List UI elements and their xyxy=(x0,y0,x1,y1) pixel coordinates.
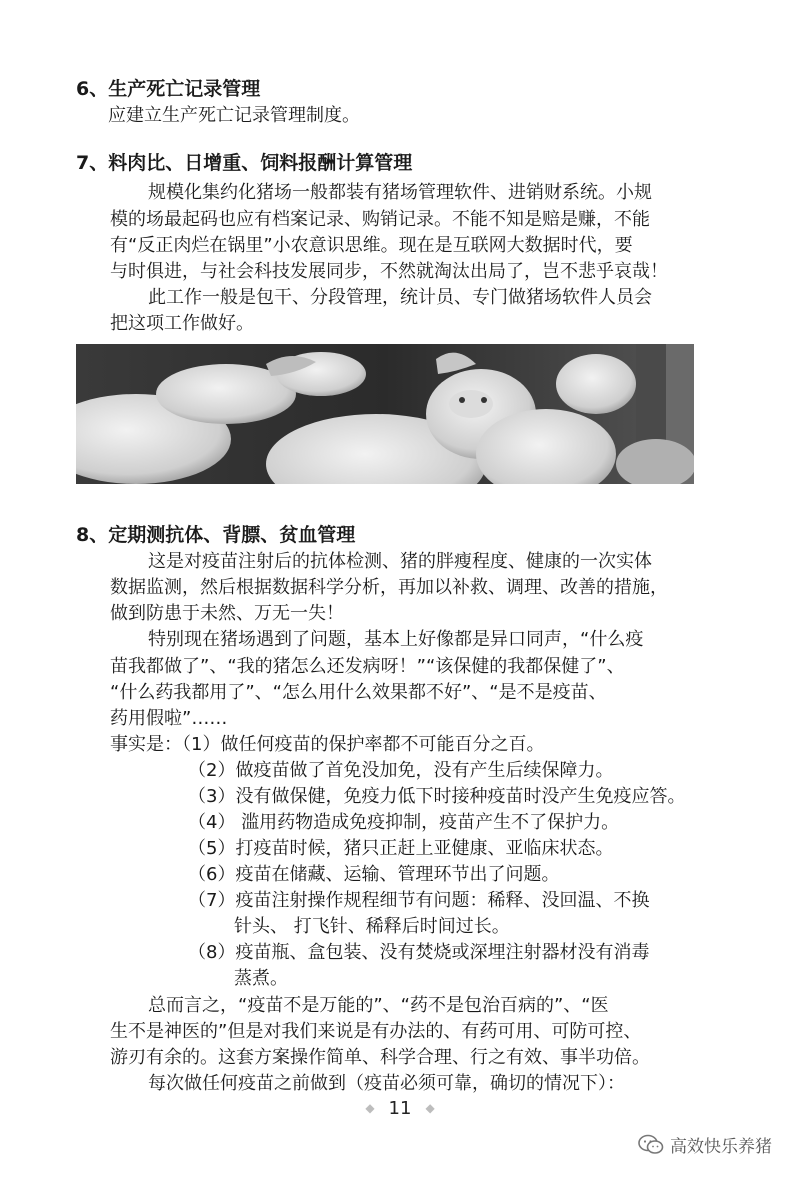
section-6-line-1: 应建立生产死亡记录管理制度。 xyxy=(108,105,360,126)
wechat-watermark xyxy=(638,1132,772,1157)
section-8-heading: 8、定期测抗体、背膘、贫血管理 xyxy=(76,524,356,546)
piglets-photo xyxy=(76,344,694,484)
section-8-line-2: 数据监测，然后根据数据科学分析，再加以补救、调理、改善的措施， xyxy=(110,577,668,598)
section-7-line-2: 模的场最起码也应有档案记录、购销记录。不能不知是赔是赚，不能 xyxy=(110,209,650,230)
section-7-line-5: 此工作一般是包干、分段管理，统计员、专门做猪场软件人员会 xyxy=(148,287,652,308)
section-8-line-6: “什么药我都用了”、“怎么用什么效果都不好”、“是不是疫苗、 xyxy=(110,682,607,703)
fact-item-3: （3）没有做保健，免疫力低下时接种疫苗时没产生免疫应答。 xyxy=(188,786,686,807)
watermark-text: 高效快乐养猪 xyxy=(670,1137,772,1157)
section-7-heading: 7、料肉比、日增重、饲料报酬计算管理 xyxy=(76,152,413,174)
fact-item-6: （6）疫苗在储藏、运输、管理环节出了问题。 xyxy=(188,864,560,885)
summary-line-4: 每次做任何疫苗之前做到（疫苗必须可靠，确切的情况下）： xyxy=(148,1073,625,1094)
fact-item-1: 事实是：（1）做任何疫苗的保护率都不可能百分之百。 xyxy=(110,734,545,755)
left-diamond-icon: ◆ xyxy=(365,1101,375,1115)
fact-item-2: （2）做疫苗做了首免没加免，没有产生后续保障力。 xyxy=(188,760,614,781)
wechat-icon xyxy=(638,1134,664,1156)
fact-item-8: （8）疫苗瓶、盒包装、没有焚烧或深埋注射器材没有消毒 xyxy=(188,942,650,963)
section-8-line-3: 做到防患于未然、万无一失！ xyxy=(110,603,344,624)
fact-item-4: （4） 滥用药物造成免疫抑制，疫苗产生不了保护力。 xyxy=(188,812,620,833)
fact-item-5: （5）打疫苗时候，猪只正赶上亚健康、亚临床状态。 xyxy=(188,838,614,859)
section-8-line-1: 这是对疫苗注射后的抗体检测、猪的胖瘦程度、健康的一次实体 xyxy=(148,551,652,572)
page-number-footer xyxy=(0,1098,800,1119)
fact-item-7-cont: 针头、 打飞针、稀释后时间过长。 xyxy=(234,916,510,937)
section-7-line-4: 与时俱进，与社会科技发展同步，不然就淘汰出局了，岂不悲乎哀哉！ xyxy=(110,261,668,282)
fact-item-7: （7）疫苗注射操作规程细节有问题：稀释、没回温、不换 xyxy=(188,890,650,911)
section-7-line-3: 有“反正肉烂在锅里”小农意识思维。现在是互联网大数据时代，要 xyxy=(110,235,633,256)
right-diamond-icon: ◆ xyxy=(425,1101,435,1115)
piglets-photo-graphic xyxy=(76,344,694,484)
section-8-line-7: 药用假啦”…… xyxy=(110,708,228,729)
summary-line-1: 总而言之，“疫苗不是万能的”、“药不是包治百病的”、“医 xyxy=(148,995,609,1016)
section-8-line-5: 苗我都做了”、“我的猪怎么还发病呀！”“该保健的我都保健了”、 xyxy=(110,656,625,677)
page-number: 11 xyxy=(388,1098,412,1119)
summary-line-3: 游刃有余的。这套方案操作简单、科学合理、行之有效、事半功倍。 xyxy=(110,1047,650,1068)
section-7-line-1: 规模化集约化猪场一般都装有猪场管理软件、进销财系统。小规 xyxy=(148,182,652,203)
fact-item-8-cont: 蒸煮。 xyxy=(234,968,288,989)
summary-line-2: 生不是神医的”但是对我们来说是有办法的、有药可用、可防可控、 xyxy=(110,1021,642,1042)
section-6-heading: 6、生产死亡记录管理 xyxy=(76,78,261,100)
section-8-line-4: 特别现在猪场遇到了问题，基本上好像都是异口同声，“什么疫 xyxy=(148,629,644,650)
section-7-line-6: 把这项工作做好。 xyxy=(110,313,254,334)
